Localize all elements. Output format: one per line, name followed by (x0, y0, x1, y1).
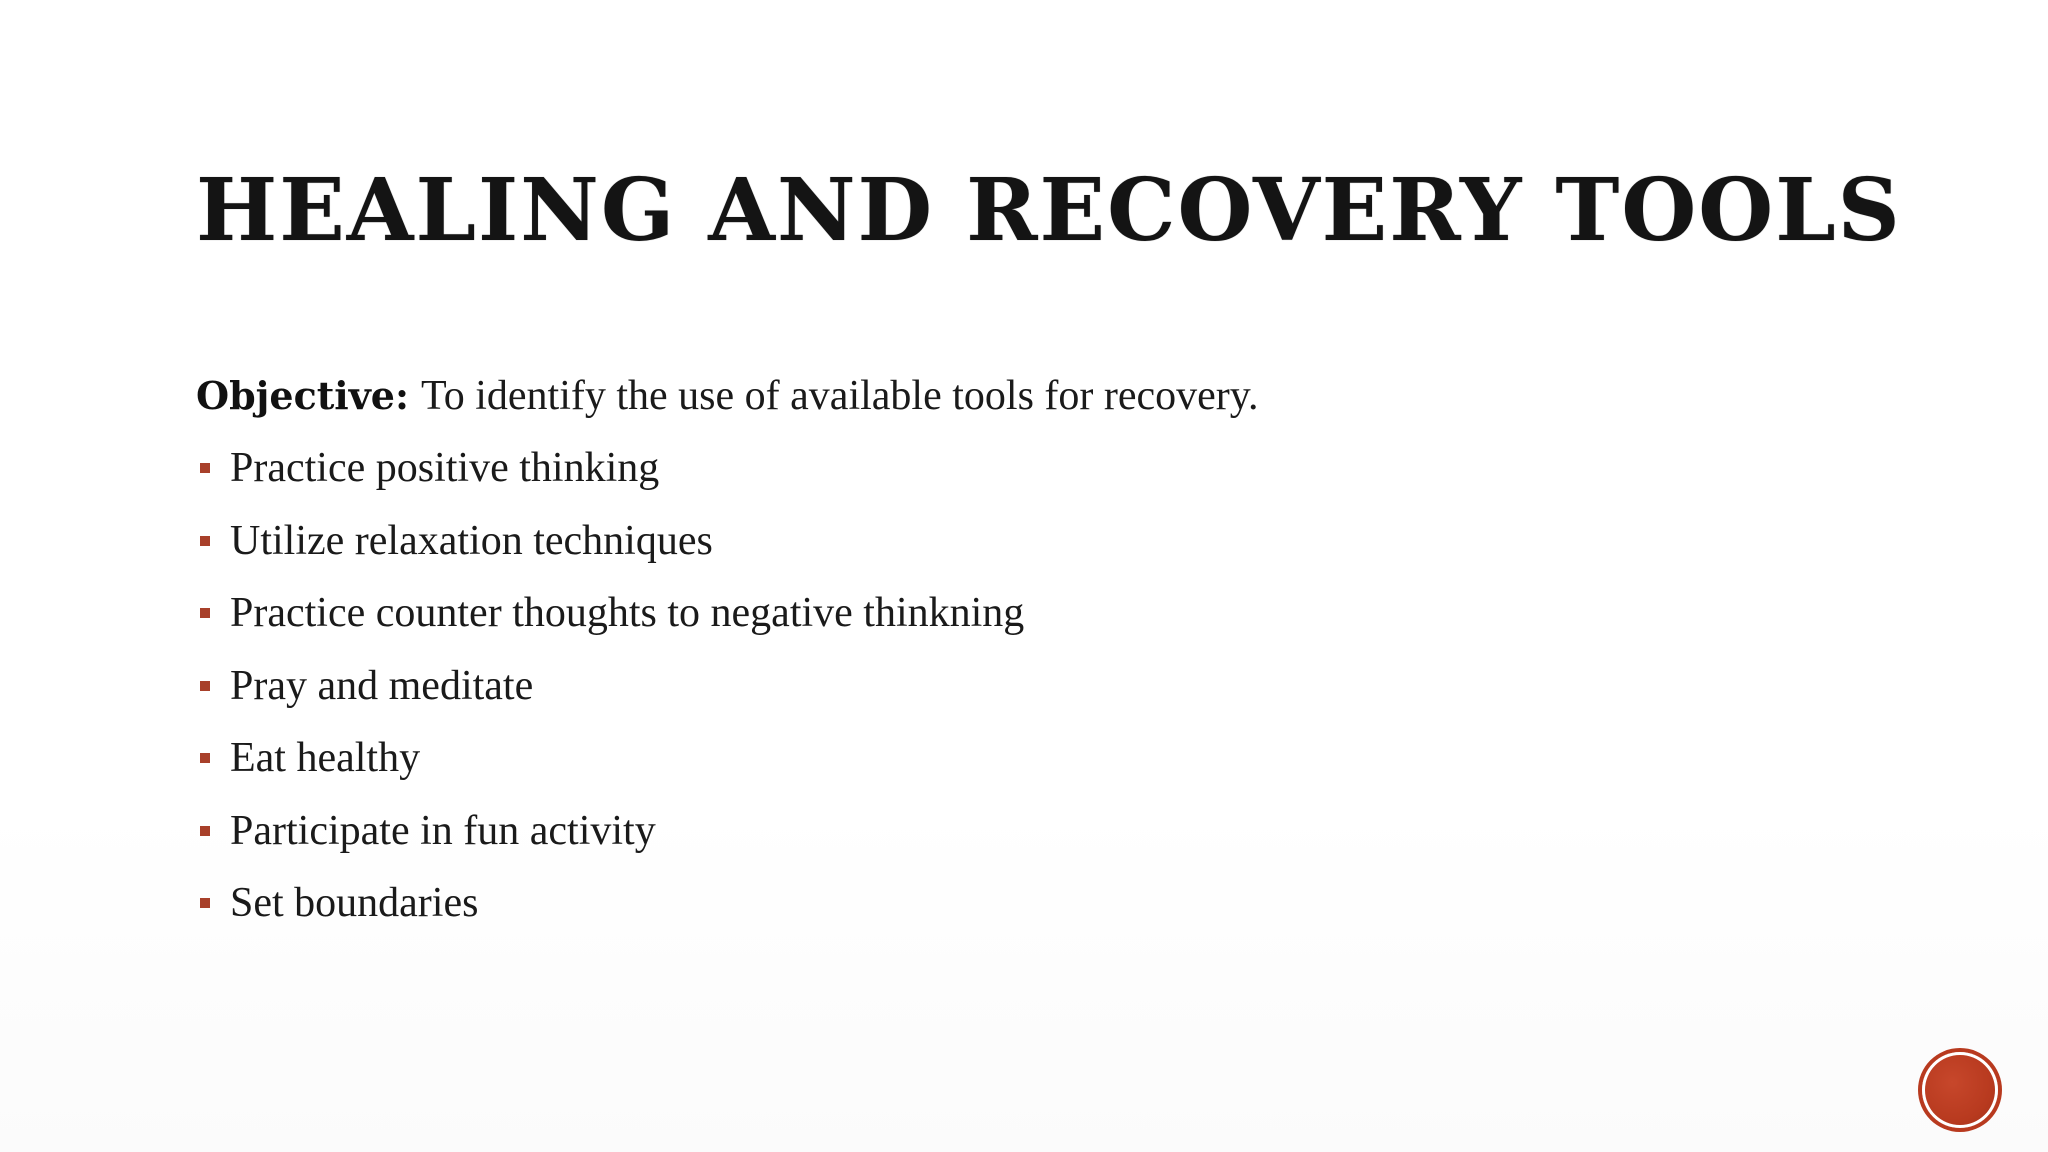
list-item-text: Eat healthy (230, 735, 421, 782)
list-item (196, 722, 1796, 795)
square-bullet-icon (200, 681, 210, 691)
list-item-text: Set boundaries (230, 880, 479, 927)
list-item (196, 505, 1796, 578)
square-bullet-icon (200, 463, 210, 473)
slide-body (196, 360, 1796, 940)
square-bullet-icon (200, 608, 210, 618)
list-item (196, 577, 1796, 650)
square-bullet-icon (200, 826, 210, 836)
square-bullet-icon (200, 898, 210, 908)
objective-text: To identify the use of available tools for recovery. (421, 373, 1259, 419)
slide-title: HEALING AND RECOVERY TOOLS (196, 160, 1902, 261)
list-item (196, 432, 1796, 505)
list-item-text: Utilize relaxation techniques (230, 517, 713, 564)
list-item-text: Participate in fun activity (230, 807, 656, 854)
list-item (196, 795, 1796, 868)
square-bullet-icon (200, 536, 210, 546)
list-item-text: Pray and meditate (230, 662, 534, 709)
list-item-text: Practice positive thinking (230, 445, 660, 492)
list-item (196, 867, 1796, 940)
objective-label: Objective: (196, 373, 410, 418)
bullet-list (196, 432, 1796, 940)
slide-number-circle-icon (1922, 1052, 1998, 1128)
list-item (196, 650, 1796, 723)
list-item-text: Practice counter thoughts to negative thinkning (230, 590, 1025, 637)
square-bullet-icon (200, 753, 210, 763)
objective-line (196, 360, 1796, 432)
